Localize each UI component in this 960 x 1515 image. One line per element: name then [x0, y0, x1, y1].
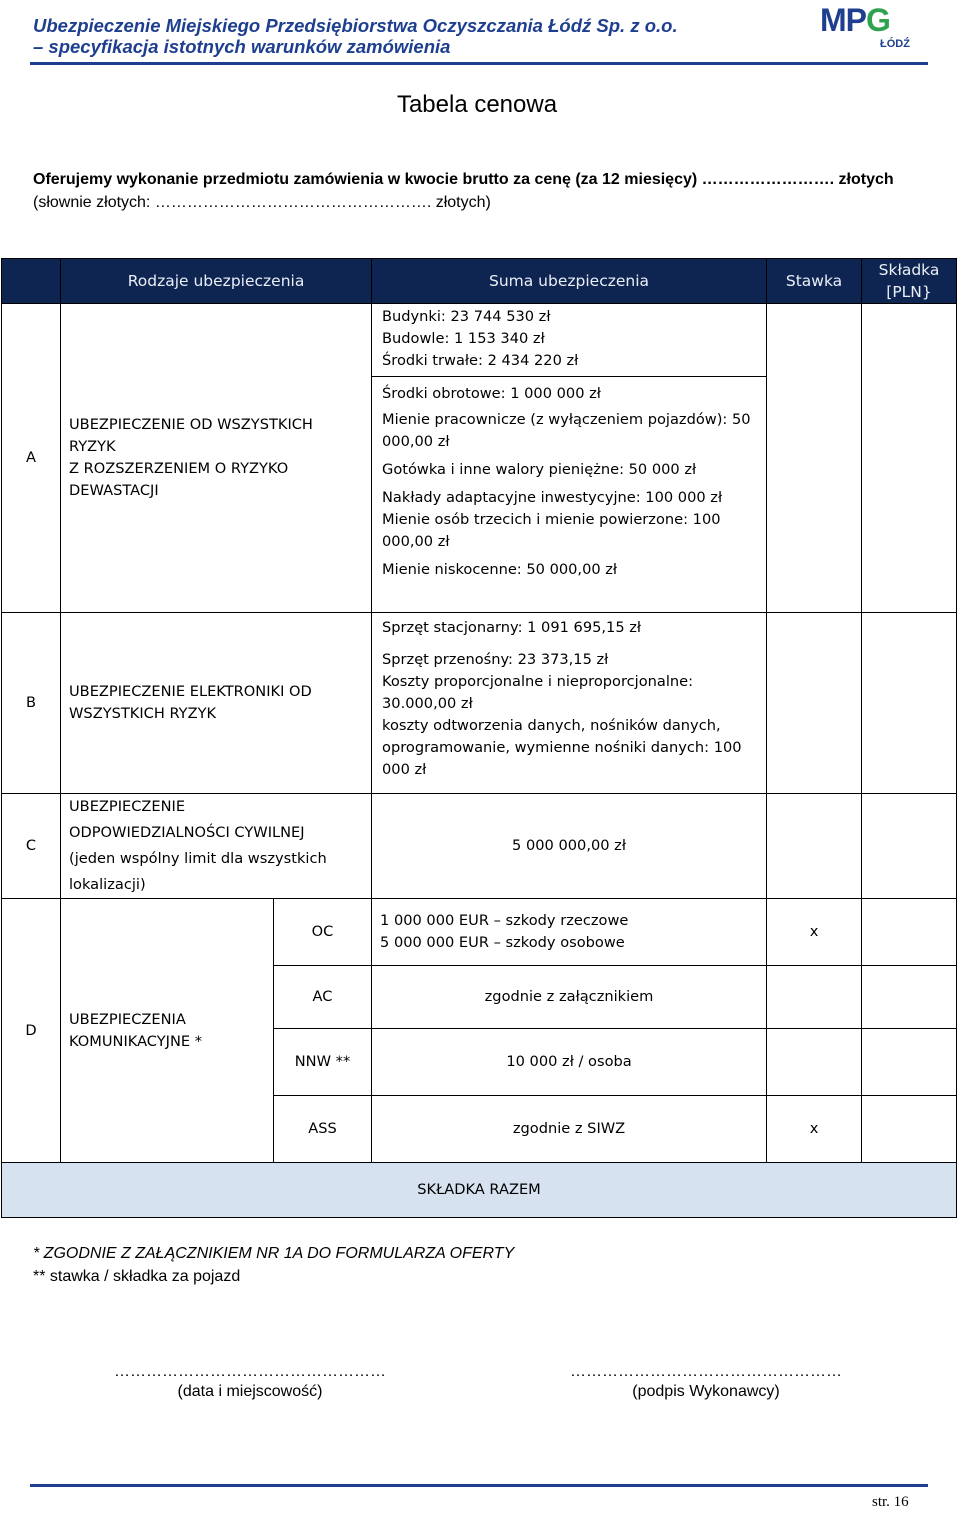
- sum-item: Mienie pracownicze (z wyłączeniem pojazdów): 50 000,00 zł: [382, 411, 751, 450]
- sum-item: Mienie niskocenne: 50 000,00 zł: [382, 561, 618, 578]
- row-d-ac-skladka[interactable]: [862, 966, 957, 1029]
- row-c-type-line2: ODPOWIEDZIALNOŚCI CYWILNEJ: [69, 824, 305, 841]
- row-letter-c: C: [2, 794, 61, 899]
- oc-sum-line1: 1 000 000 EUR – szkody rzeczowe: [380, 912, 629, 929]
- sum-item: Środki trwałe: 2 434 220 zł: [382, 352, 579, 369]
- page-title: Tabela cenowa: [396, 91, 558, 118]
- row-letter-a: A: [2, 304, 61, 613]
- sum-item: Gotówka i inne walory pieniężne: 50 000 zł: [382, 461, 697, 478]
- row-d-oc-label: OC: [274, 899, 372, 966]
- row-d-ac-label: AC: [274, 966, 372, 1029]
- row-d-oc-stawka: x: [767, 899, 862, 966]
- row-a-type-line2: Z ROZSZERZENIEM O RYZYKO DEWASTACJI: [69, 460, 289, 499]
- table-header-row: [2, 259, 957, 304]
- table-row-b: [2, 613, 957, 794]
- sum-item: Sprzęt stacjonarny: 1 091 695,15 zł: [382, 619, 642, 636]
- footnote-1: * ZGODNIE Z ZAŁĄCZNIKIEM NR 1A DO FORMULARZA OFERTY: [33, 1245, 515, 1262]
- row-d-nnw-sum: 10 000 zł / osoba: [372, 1029, 767, 1096]
- logo-city: ŁÓDŹ: [880, 38, 910, 50]
- row-d-oc-skladka[interactable]: [862, 899, 957, 966]
- row-c-type-line3: (jeden wspólny limit dla wszystkich lokalizacji): [69, 850, 327, 893]
- row-d-nnw-stawka[interactable]: [767, 1029, 862, 1096]
- sum-item: Nakłady adaptacyjne inwestycyjne: 100 000 zł: [382, 489, 723, 506]
- row-b-skladka[interactable]: [862, 613, 957, 794]
- sum-item: Budynki: 23 744 530 zł: [382, 308, 551, 325]
- row-c-type: [61, 794, 372, 899]
- table-row-d-oc: [2, 899, 957, 966]
- header-rodzaje: Rodzaje ubezpieczenia: [61, 259, 372, 304]
- offer-line-price: Oferujemy wykonanie przedmiotu zamówienia w kwocie brutto za cenę (za 12 miesięcy) ……………………. złotych: [33, 171, 894, 188]
- sum-item: koszty odtworzenia danych, nośników danych, oprogramowanie, wymienne nośniki danych: 100 000 zł: [382, 717, 742, 778]
- row-a-skladka[interactable]: [862, 304, 957, 613]
- signature-caption: (podpis Wykonawcy): [632, 1383, 780, 1400]
- sum-item: Sprzęt przenośny: 23 373,15 zł: [382, 651, 609, 668]
- date-place-dots[interactable]: ……………………………………………: [114, 1363, 386, 1380]
- footnote-2: ** stawka / składka za pojazd: [33, 1268, 241, 1285]
- table-row-a: [2, 304, 957, 613]
- row-d-ass-sum: zgodnie z SIWZ: [372, 1096, 767, 1163]
- row-d-oc-sum: [372, 899, 767, 966]
- row-c-sum: 5 000 000,00 zł: [372, 794, 767, 899]
- signature-dots[interactable]: ……………………………………………: [570, 1363, 842, 1380]
- offer-statement: [33, 168, 933, 214]
- row-d-ass-label: ASS: [274, 1096, 372, 1163]
- row-a-type-line1: UBEZPIECZENIE OD WSZYSTKICH RYZYK: [69, 416, 313, 455]
- row-letter-b: B: [2, 613, 61, 794]
- header-suma: Suma ubezpieczenia: [372, 259, 767, 304]
- row-d-ac-stawka[interactable]: [767, 966, 862, 1029]
- sum-item: Mienie osób trzecich i mienie powierzone: 100 000,00 zł: [382, 511, 721, 550]
- logo-text-g: G: [866, 2, 890, 38]
- header-title-line1: Ubezpieczenie Miejskiego Przedsiębiorstwa Oczyszczania Łódź Sp. z o.o.: [33, 15, 678, 36]
- sum-item: Budowle: 1 153 340 zł: [382, 330, 545, 347]
- header-divider: [30, 62, 928, 65]
- row-b-type: UBEZPIECZENIE ELEKTRONIKI OD WSZYSTKICH RYZYK: [61, 613, 372, 794]
- row-b-stawka[interactable]: [767, 613, 862, 794]
- header-stawka: Stawka: [767, 259, 862, 304]
- row-a-stawka[interactable]: [767, 304, 862, 613]
- header-skladka: Składka [PLN}: [862, 259, 957, 304]
- date-place-caption: (data i miejscowość): [177, 1383, 323, 1400]
- sum-item: Środki obrotowe: 1 000 000 zł: [382, 385, 601, 402]
- header-title-line2: – specyfikacja istotnych warunków zamówienia: [33, 36, 451, 57]
- total-row: [2, 1163, 957, 1218]
- row-d-ac-sum: zgodnie z załącznikiem: [372, 966, 767, 1029]
- row-d-nnw-label: NNW **: [274, 1029, 372, 1096]
- row-d-type: UBEZPIECZENIA KOMUNIKACYJNE *: [61, 899, 274, 1163]
- row-a-type: [61, 304, 372, 613]
- row-a-sums: [372, 304, 767, 613]
- row-c-type-line1: UBEZPIECZENIE: [69, 798, 186, 815]
- sum-item: Koszty proporcjonalne i nieproporcjonalne: 30.000,00 zł: [382, 673, 694, 712]
- row-c-stawka[interactable]: [767, 794, 862, 899]
- footer-divider: [30, 1484, 928, 1487]
- row-d-nnw-skladka[interactable]: [862, 1029, 957, 1096]
- offer-line-words: (słownie złotych: ……………………………………………. złotych): [33, 194, 491, 211]
- price-table: [1, 258, 957, 1218]
- table-row-c: [2, 794, 957, 899]
- logo-text-mp: MP: [820, 2, 866, 38]
- row-c-skladka[interactable]: [862, 794, 957, 899]
- page-number: str. 16: [872, 1494, 909, 1510]
- row-letter-d: D: [2, 899, 61, 1163]
- oc-sum-line2: 5 000 000 EUR – szkody osobowe: [380, 934, 625, 951]
- mpo-logo: [820, 2, 920, 54]
- total-label: SKŁADKA RAZEM: [2, 1163, 957, 1218]
- row-d-ass-skladka[interactable]: [862, 1096, 957, 1163]
- row-d-ass-stawka: x: [767, 1096, 862, 1163]
- row-b-sums: [372, 613, 767, 794]
- header-empty-cell: [2, 259, 61, 304]
